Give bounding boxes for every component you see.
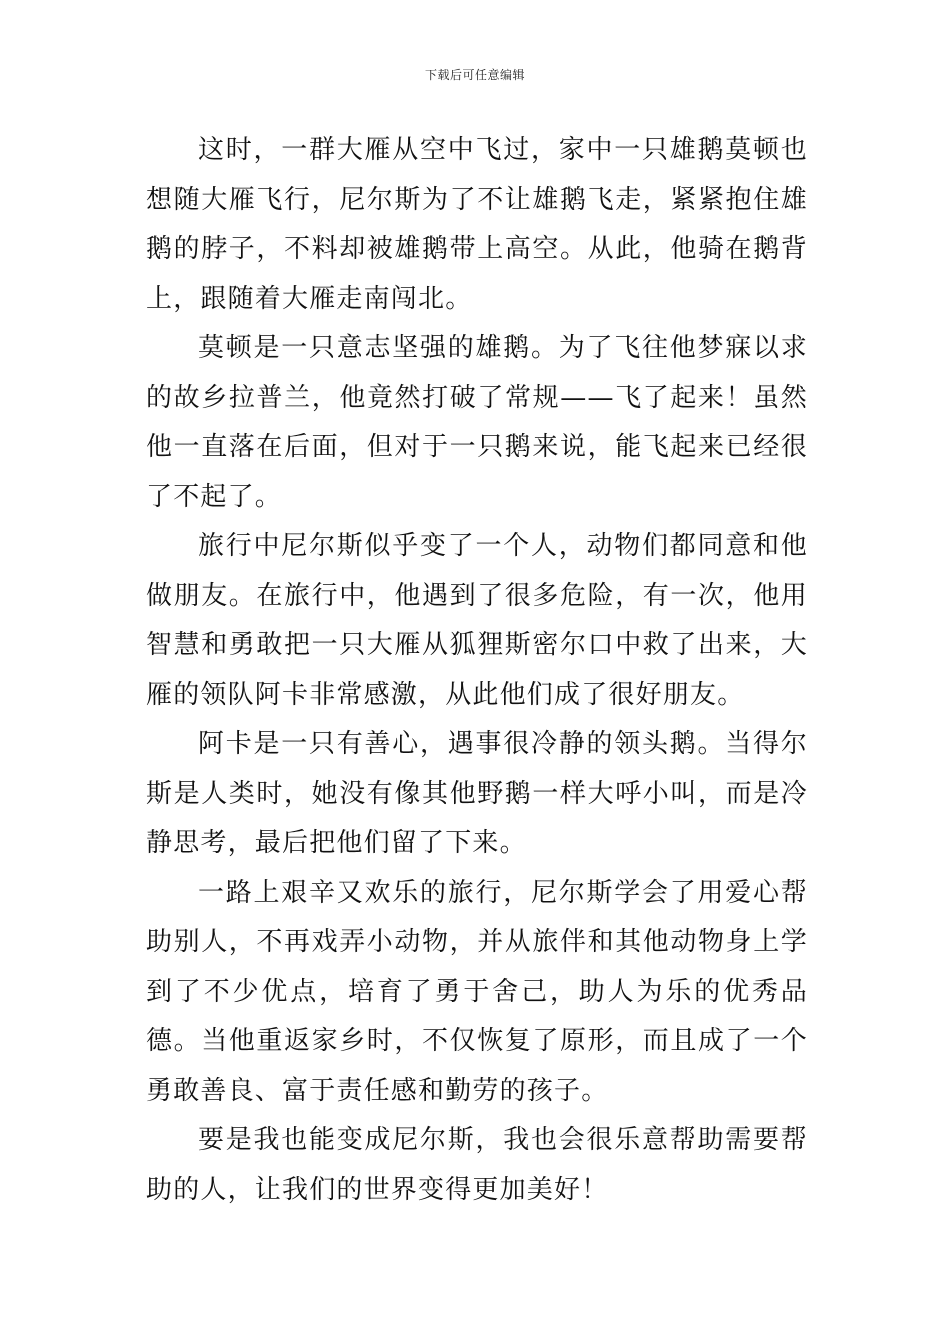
paragraph-5: 一路上艰辛又欢乐的旅行，尼尔斯学会了用爱心帮助别人，不再戏弄小动物，并从旅伴和其他动物身上学到了不少优点，培育了勇于舍己，助人为乐的优秀品德。当他重返家乡时，不仅恢复了原形，而且成了一个勇敢善良、富于责任感和勤劳的孩子。 <box>146 877 808 1106</box>
paragraph-2: 莫顿是一只意志坚强的雄鹅。为了飞往他梦寐以求的故乡拉普兰，他竟然打破了常规——飞了起来！虽然他一直落在后面，但对于一只鹅来说，能飞起来已经很了不起了。 <box>146 333 808 512</box>
paragraph-6: 要是我也能变成尼尔斯，我也会很乐意帮助需要帮助的人，让我们的世界变得更加美好！ <box>146 1125 808 1205</box>
page-header: 下载后可任意编辑 <box>424 68 525 82</box>
paragraph-4: 阿卡是一只有善心，遇事很冷静的领头鹅。当得尔斯是人类时，她没有像其他野鹅一样大呼小叫，而是冷静思考，最后把他们留了下来。 <box>146 729 808 858</box>
paragraph-3: 旅行中尼尔斯似乎变了一个人，动物们都同意和他做朋友。在旅行中，他遇到了很多危险，有一次，他用智慧和勇敢把一只大雁从狐狸斯密尔口中救了出来，大雁的领队阿卡非常感激，从此他们成了很好朋友。 <box>146 531 808 710</box>
paragraph-1: 这时，一群大雁从空中飞过，家中一只雄鹅莫顿也想随大雁飞行，尼尔斯为了不让雄鹅飞走，紧紧抱住雄鹅的脖子，不料却被雄鹅带上高空。从此，他骑在鹅背上，跟随着大雁走南闯北。 <box>146 135 808 314</box>
document-body <box>146 126 808 1215</box>
